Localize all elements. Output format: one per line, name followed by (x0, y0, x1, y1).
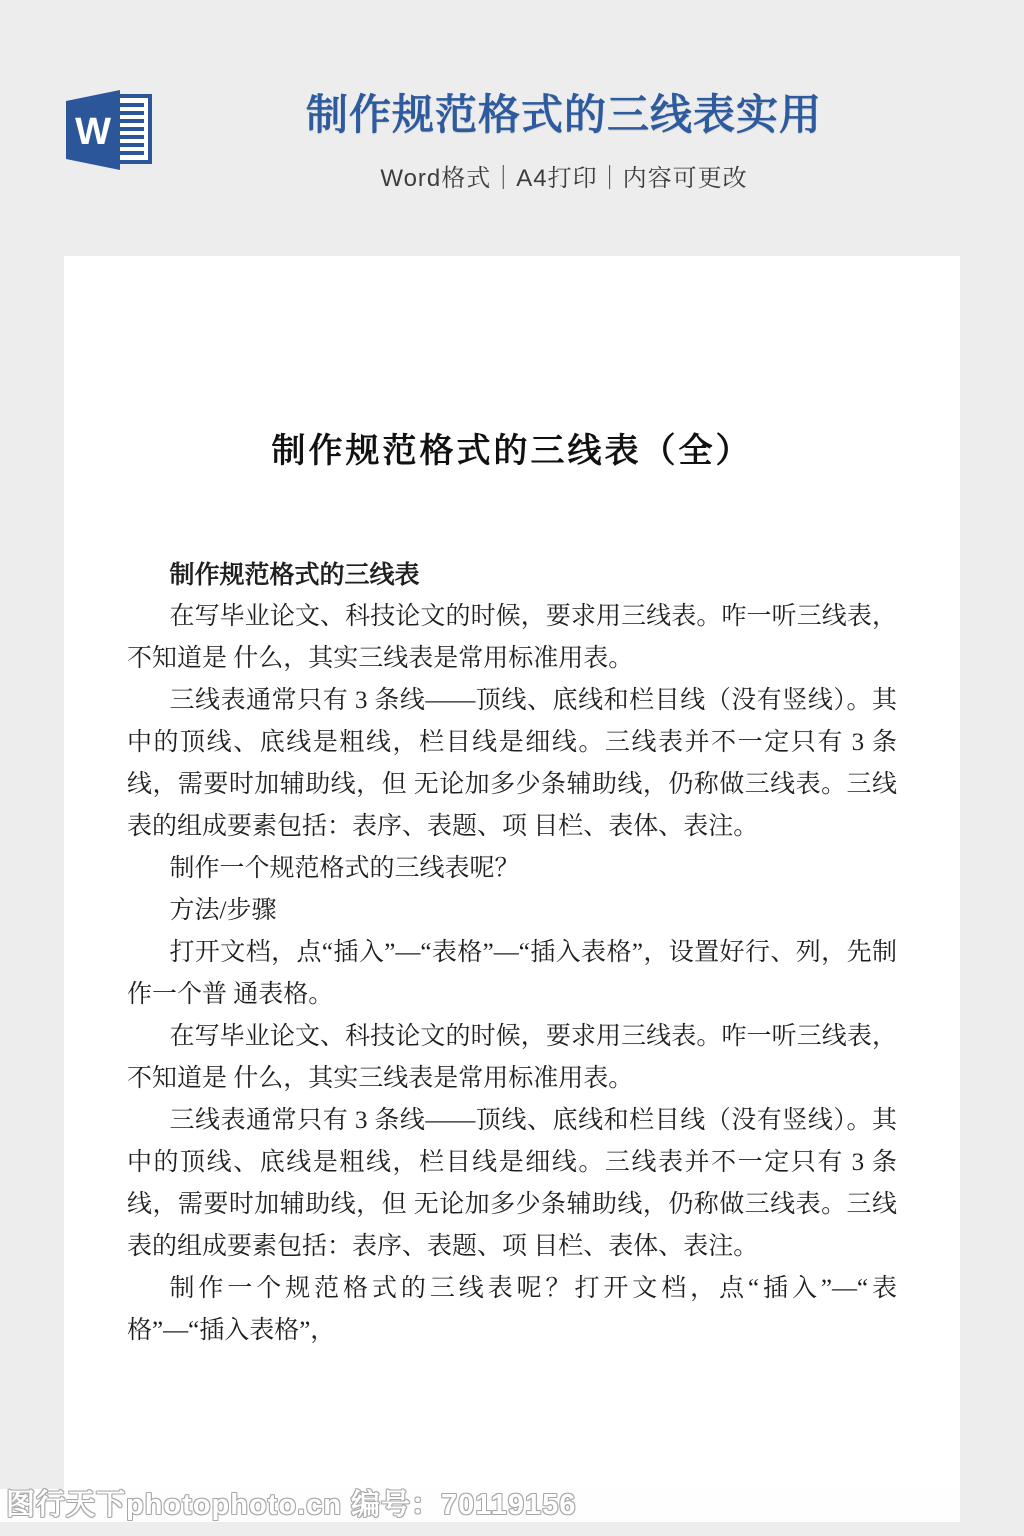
document-paragraph: 三线表通常只有 3 条线——顶线、底线和栏目线（没有竖线）。其中的顶线、底线是粗线，栏目线是细线。三线表并不一定只有 3 条线，需要时加辅助线，但 无论加多少条辅助线，仍称做三线表。三线表的组成要素包括：表序、表题、项 目栏、表体、表注。 (127, 1107, 897, 1260)
document-paragraph: 打开文档，点“插入”—“表格”—“插入表格”，设置好行、列，先制作一个普 通表格。 (127, 939, 897, 1008)
watermark-bar (0, 1489, 960, 1522)
word-logo-letter: W (75, 111, 111, 153)
header-text (0, 92, 1024, 193)
watermark-text: 图行天下photophoto.cn 编号：70119156 (6, 1489, 577, 1521)
template-title: 制作规范格式的三线表实用 (305, 91, 822, 138)
document-paragraph: 制作一个规范格式的三线表呢？打开文档，点“插入”—“表格”—“插入表格”， (127, 1275, 897, 1344)
document-paragraph: 制作一个规范格式的三线表呢？ (169, 855, 520, 882)
document-paragraph: 在写毕业论文、科技论文的时候，要求用三线表。咋一听三线表，不知道是 什么，其实三线表是常用标准用表。 (127, 1023, 897, 1092)
document-paragraph: 三线表通常只有 3 条线——顶线、底线和栏目线（没有竖线）。其中的顶线、底线是粗线，栏目线是细线。三线表并不一定只有 3 条线，需要时加辅助线，但 无论加多少条辅助线，仍称做三线表。三线表的组成要素包括：表序、表题、项 目栏、表体、表注。 (127, 687, 897, 840)
document-body (127, 554, 897, 1352)
document-heading: 制作规范格式的三线表 (169, 561, 420, 589)
document-title: 制作规范格式的三线表（全） (271, 433, 753, 470)
document-paragraph: 方法/步骤 (169, 897, 277, 924)
template-subtitle: Word格式｜A4打印｜内容可更改 (380, 165, 748, 192)
document-page (64, 256, 960, 1522)
document-paragraph: 在写毕业论文、科技论文的时候，要求用三线表。咋一听三线表，不知道是 什么，其实三线表是常用标准用表。 (127, 603, 897, 672)
template-header (0, 0, 1024, 256)
